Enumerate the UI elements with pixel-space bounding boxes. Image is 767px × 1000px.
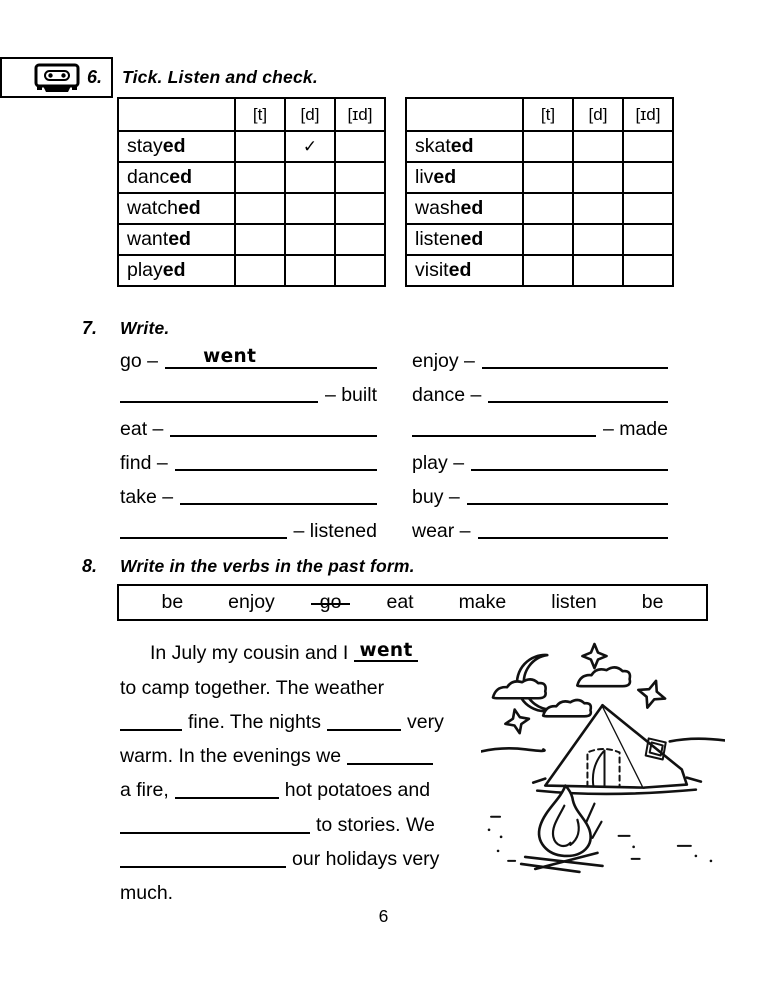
verb-prompt: dance – [412, 384, 482, 406]
story-line [120, 665, 476, 699]
verb-prompt: buy – [412, 486, 460, 508]
tick-cell[interactable] [335, 162, 385, 193]
page-number: 6 [378, 906, 389, 926]
exercise-6-title: Tick. Listen and check. [122, 67, 318, 87]
tick-cell[interactable] [235, 255, 285, 286]
verb-prompt: play – [412, 452, 465, 474]
tick-cell[interactable] [623, 131, 673, 162]
tick-cell[interactable] [623, 255, 673, 286]
verb-label: watched [118, 193, 235, 224]
story-segment: very [406, 710, 444, 733]
word-bank-item-crossed: go [319, 591, 342, 613]
verb-label: played [118, 255, 235, 286]
star-icon [634, 677, 669, 712]
story-line [120, 837, 476, 871]
answer-blank[interactable] [347, 743, 433, 765]
verb-label: wanted [118, 224, 235, 255]
verb-prompt-after: – built [324, 384, 377, 406]
tick-cell[interactable] [235, 193, 285, 224]
answer-blank[interactable] [175, 777, 279, 799]
ed-pronunciation-table-right [405, 97, 674, 287]
table-row [406, 193, 673, 224]
tick-cell[interactable]: ✓ [285, 131, 335, 162]
horizon-line [481, 748, 545, 751]
answer-blank[interactable] [120, 709, 182, 731]
verb-label: danced [118, 162, 235, 193]
verb-label: lived [406, 162, 523, 193]
listening-task-box [0, 57, 113, 98]
answer-blank[interactable] [327, 709, 401, 731]
story-line [120, 802, 476, 836]
table-header-row [118, 98, 385, 131]
horizon-line [670, 739, 725, 742]
column-header-d: [d] [573, 98, 623, 131]
tick-cell[interactable] [285, 255, 335, 286]
tick-cell[interactable] [523, 193, 573, 224]
empty-header-cell [406, 98, 523, 131]
answer-blank[interactable] [175, 449, 377, 471]
tick-cell[interactable] [573, 131, 623, 162]
word-bank-item: eat [386, 591, 414, 613]
tick-cell[interactable] [235, 131, 285, 162]
column-header-id: [ɪd] [335, 98, 385, 131]
table-row [406, 255, 673, 286]
cloud-icon [577, 667, 630, 686]
story-segment: hot potatoes and [284, 779, 431, 802]
table-row [118, 131, 385, 162]
ground-dot [488, 828, 491, 831]
tick-cell[interactable] [335, 255, 385, 286]
table-header-row [406, 98, 673, 131]
story-line [120, 768, 476, 802]
exercise-6-number: 6. [86, 67, 102, 87]
verb-label: washed [406, 193, 523, 224]
verb-pair-line [412, 441, 668, 475]
story-segment: a fire, [120, 779, 169, 802]
ground-dot [695, 855, 698, 858]
story-text [120, 631, 476, 905]
tick-cell[interactable] [285, 193, 335, 224]
verb-label: stayed [118, 131, 235, 162]
story-line [120, 734, 476, 768]
verb-prompt: wear – [412, 520, 471, 542]
word-bank [117, 584, 708, 621]
verb-prompt: find – [120, 452, 168, 474]
verb-pair-line [412, 509, 668, 543]
tick-cell[interactable] [623, 193, 673, 224]
answer-blank[interactable] [471, 449, 668, 471]
ground-dot [497, 850, 500, 853]
answer-blank[interactable] [488, 381, 668, 403]
story-segment: fine. The nights [188, 710, 321, 733]
answer-blank[interactable] [120, 517, 287, 539]
verb-label: listened [406, 224, 523, 255]
table-row [118, 162, 385, 193]
answer-blank[interactable] [412, 415, 596, 437]
camp-illustration [481, 639, 725, 878]
verb-prompt: go – [120, 350, 158, 372]
table-row [118, 193, 385, 224]
table-row [118, 255, 385, 286]
word-bank-item: make [458, 591, 507, 613]
story-line [120, 871, 476, 905]
tick-cell[interactable] [523, 224, 573, 255]
star-icon [503, 707, 532, 736]
tick-cell[interactable] [285, 224, 335, 255]
word-bank-item: enjoy [228, 591, 275, 613]
story-segment: to stories. We [316, 813, 435, 836]
handwritten-answer: went [359, 640, 413, 662]
verb-prompt-after: – listened [293, 520, 377, 542]
verb-prompt: take – [120, 486, 174, 508]
answer-blank[interactable] [467, 483, 668, 505]
verb-pair-line [120, 441, 377, 475]
verb-pairs-left-column [120, 339, 377, 543]
table-row [406, 131, 673, 162]
answer-blank[interactable] [478, 517, 668, 539]
ground-dot [710, 860, 713, 863]
tick-cell[interactable] [573, 255, 623, 286]
tick-cell[interactable] [235, 162, 285, 193]
verb-label: visited [406, 255, 523, 286]
exercise-7-number: 7. [82, 318, 98, 338]
ed-pronunciation-table-left [117, 97, 386, 287]
story-segment: warm. In the evenings we [120, 745, 342, 768]
tick-cell[interactable] [335, 131, 385, 162]
verb-pair-line [120, 509, 377, 543]
tick-cell[interactable] [573, 162, 623, 193]
story-segment: to camp together. The weather [120, 676, 385, 699]
table-row [406, 224, 673, 255]
verb-prompt: enjoy – [412, 350, 475, 372]
table-row [406, 162, 673, 193]
column-header-t: [t] [235, 98, 285, 131]
handwritten-answer: went [203, 346, 257, 367]
verb-pair-line [412, 339, 668, 373]
tick-cell[interactable] [523, 255, 573, 286]
star-icon [582, 644, 606, 668]
tick-cell[interactable] [623, 224, 673, 255]
verb-pair-line [412, 407, 668, 441]
answer-blank[interactable] [482, 347, 668, 369]
verb-pairs-right-column [412, 339, 668, 543]
word-bank-item: be [161, 591, 184, 613]
tick-cell[interactable] [623, 162, 673, 193]
cassette-icon [34, 63, 80, 93]
exercise-8-number: 8. [82, 556, 98, 576]
exercise-7-title: Write. [120, 318, 170, 338]
verb-label: skated [406, 131, 523, 162]
column-header-d: [d] [285, 98, 335, 131]
story-line [120, 631, 476, 665]
answer-blank[interactable] [120, 846, 286, 868]
word-bank-item: listen [551, 591, 597, 613]
answer-blank[interactable] [354, 640, 418, 662]
tick-cell[interactable] [285, 162, 335, 193]
verb-pair-line [120, 373, 377, 407]
answer-blank[interactable] [165, 347, 377, 369]
answer-blank[interactable] [120, 381, 318, 403]
tick-cell[interactable] [335, 224, 385, 255]
table-row [118, 224, 385, 255]
ground-dot [632, 846, 635, 849]
verb-pair-line [120, 475, 377, 509]
verb-pair-line [412, 373, 668, 407]
verb-pair-line [120, 407, 377, 441]
tick-cell[interactable] [523, 162, 573, 193]
verb-prompt: eat – [120, 418, 164, 440]
ground-dot [500, 836, 503, 839]
story-segment: In July my cousin and I [150, 642, 349, 665]
story-segment: our holidays very [292, 848, 440, 871]
exercise-8-title: Write in the verbs in the past form. [120, 556, 415, 576]
story-segment: much. [120, 882, 174, 905]
tick-cell[interactable] [573, 224, 623, 255]
tick-cell[interactable] [573, 193, 623, 224]
verb-pair-line [412, 475, 668, 509]
tick-cell[interactable] [335, 193, 385, 224]
verb-prompt-after: – made [602, 418, 668, 440]
tick-cell[interactable] [523, 131, 573, 162]
cloud-icon [493, 679, 546, 698]
column-header-t: [t] [523, 98, 573, 131]
empty-header-cell [118, 98, 235, 131]
verb-pair-line [120, 339, 377, 373]
answer-blank[interactable] [120, 812, 310, 834]
tick-cell[interactable] [235, 224, 285, 255]
cloud-icon [543, 700, 591, 716]
answer-blank[interactable] [170, 415, 377, 437]
word-bank-item: be [641, 591, 664, 613]
column-header-id: [ɪd] [623, 98, 673, 131]
story-line [120, 700, 476, 734]
answer-blank[interactable] [180, 483, 377, 505]
